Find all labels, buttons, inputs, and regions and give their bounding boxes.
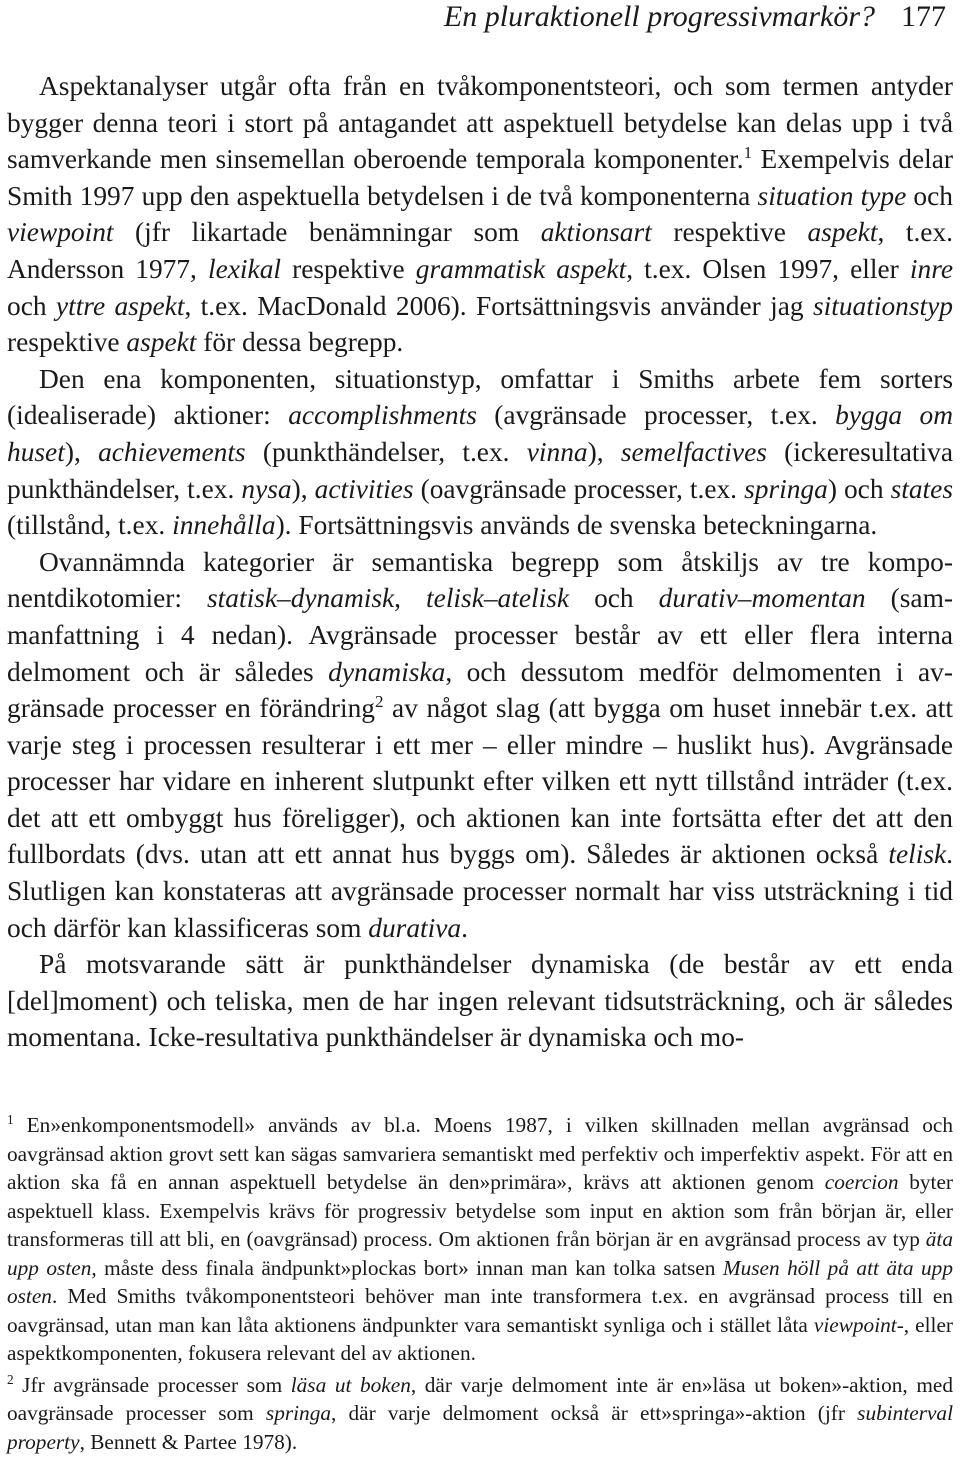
running-header: [0, 0, 946, 40]
text-run: . Med Smiths tvåkomponentsteori behöver man inte transformera t.ex. en avgränsad process till en oavgränsad, utan man kan låta aktionens ändpunkter vara semantiskt synliga och i stället låta: [7, 1284, 953, 1337]
text-run: , måste dess finala ändpunkt»plockas bort» innan man kan tolka satsen: [91, 1255, 723, 1280]
italic-term: dynamiska: [328, 656, 446, 687]
page-number: 177: [901, 0, 946, 33]
text-run: för dessa begrepp.: [196, 327, 404, 358]
italic-term: telisk: [888, 839, 947, 870]
text-run: Den ena komponenten, situationstyp, omfattar i Smiths arbete fem sorters (idealiserade) aktioner:: [7, 363, 953, 431]
text-run: respektive: [651, 217, 808, 248]
italic-term: aktionsart: [540, 217, 652, 248]
italic-term: states: [890, 473, 953, 504]
italic-term: achievements: [98, 436, 246, 467]
footnote: [7, 1371, 953, 1457]
italic-term: grammatisk aspekt: [415, 253, 627, 284]
italic-term: äta upp osten: [7, 1227, 953, 1280]
italic-term: Musen höll på att äta upp osten: [7, 1255, 953, 1308]
italic-term: coercion: [824, 1170, 899, 1194]
italic-term: yttre aspekt: [55, 290, 185, 321]
paragraph: [7, 361, 953, 544]
italic-term: accomplishments: [288, 400, 477, 431]
text-run: (jfr likartade benämningar som: [113, 217, 541, 248]
text-run: Ovannämnda kategorier är semantiska begrepp som åtskiljs av tre komponentdikotomier:: [7, 546, 953, 614]
text-run: ),: [64, 436, 99, 467]
text-run: , t.ex. Olsen 1997, eller: [626, 253, 910, 284]
italic-term: activities: [314, 473, 414, 504]
running-title: En pluraktionell progressivmarkör?: [443, 0, 875, 33]
italic-term: innehålla: [172, 510, 276, 541]
italic-term: inre: [909, 253, 953, 284]
text-run: .: [461, 912, 468, 943]
text-run: (ickeresultativa punkthändelser, t.ex.: [7, 436, 953, 504]
italic-term: durativ–momentan: [658, 583, 866, 614]
italic-term: bygga om huset: [7, 400, 953, 467]
text-run: En»enkomponentsmodell» används av bl.a. Moens 1987, i vilken skillnaden mellan avgränsad och oavgränsad aktion grovt sett kan sägas samvariera semantiskt med perfektiv och imperfektiv aspekt. För att en aktion ska få en annan aspektuell betydelse än den»primära», krävs att aktionen genom: [7, 1113, 953, 1194]
italic-term: durativa: [368, 912, 462, 943]
footnote: [7, 1111, 953, 1368]
text-run: av något slag (att bygga om huset innebär t.ex. att varje steg i processen resulterar i ett mer – eller mindre – huslikt hus). Avgränsade processer har vidare en inherent slutpunkt efter vilken ett nytt tillstånd inträder (t.ex. det att ett ombyggt hus föreligger), och aktionen kan inte fortsätta efter det att den fullbordats (dvs. utan att ett annat hus byggs om). Således är aktionen också: [7, 693, 953, 870]
text-run: ). Fortsättningsvis används de svenska beteckningarna.: [275, 510, 878, 541]
text-run: ),: [291, 473, 315, 504]
italic-term: situation type: [757, 180, 907, 211]
text-run: ) och: [827, 473, 891, 504]
italic-term: vinna: [526, 436, 588, 467]
italic-term: aspekt: [807, 217, 878, 248]
text-run: (oavgränsade processer, t.ex.: [413, 473, 745, 504]
note-reference: 1: [743, 143, 753, 163]
italic-term: viewpoint: [7, 217, 114, 248]
text-run: och: [569, 583, 659, 614]
text-run: , där varje delmoment också är ett»springa»-aktion (jfr: [331, 1401, 858, 1425]
text-run: Jfr avgränsade processer som: [13, 1372, 291, 1397]
text-run: Exempelvis delar Smith 1997 upp den aspektuella betydelsen i de två komponenterna: [7, 144, 953, 211]
italic-term: viewpoint: [813, 1312, 897, 1337]
italic-term: springa: [265, 1401, 331, 1425]
text-run: , där varje delmoment inte är en»läsa ut boken»-aktion, med oavgränsade processer som: [7, 1372, 953, 1425]
text-run: , t.ex. MacDonald 2006). Fortsättningsvis använder jag: [184, 290, 813, 321]
text-run: (tillstånd, t.ex.: [7, 510, 173, 541]
text-run: (sammanfattning i 4 nedan). Avgränsade processer består av ett eller flera interna delmoment och är således: [7, 583, 954, 687]
italic-term: springa: [744, 473, 828, 504]
italic-term: nysa: [241, 473, 292, 504]
text-run: och: [906, 180, 953, 211]
paragraph: [7, 544, 953, 947]
text-run: ,: [394, 583, 427, 614]
text-run: (punkthändelser, t.ex.: [245, 436, 527, 467]
text-run: , och dessutom medför delmomenten i avgränsade processer en förändring: [7, 656, 953, 724]
text-run: byter aspektuell klass. Exempelvis krävs för progressiv betydelse som input en aktion som från början är, eller transformeras till att bli, en (oavgränsad) process. Om aktionen från början är en avgränsad process av typ: [7, 1170, 953, 1251]
text-run: På motsvarande sätt är punkthändelser dynamiska (de består av ett enda [del]moment) och teliska, men de har ingen relevant tidsutsträckning, och är således momentana. Icke-resultativa punkthändelser är dynamiska och mo-: [7, 949, 953, 1053]
text-run: , Bennett & Partee 1978).: [79, 1429, 298, 1454]
text-run: och: [7, 290, 56, 321]
text-run: . Slutligen kan konstateras att avgränsade processer normalt har viss utsträckning i tid och därför kan klassificeras som: [7, 839, 953, 943]
text-run: respektive: [281, 253, 416, 284]
italic-term: läsa ut boken: [290, 1372, 411, 1397]
italic-term: semelfactives: [620, 436, 767, 467]
italic-term: statisk–dynamisk: [207, 583, 395, 614]
note-reference: 2: [7, 1371, 14, 1387]
italic-term: situationstyp: [812, 290, 953, 321]
paragraph: [7, 946, 953, 1056]
paragraph: [7, 68, 953, 361]
italic-term: lexikal: [208, 253, 281, 284]
main-text: [7, 68, 953, 1056]
text-run: , t.ex. Andersson 1977,: [7, 217, 953, 284]
italic-term: aspekt: [126, 327, 197, 358]
text-run: -, eller aspektkomponenten, fokusera relevant del av aktionen.: [7, 1312, 953, 1365]
note-reference: 2: [374, 691, 384, 711]
italic-term: telisk–atelisk: [426, 583, 570, 614]
text-run: ),: [587, 436, 621, 467]
text-run: Aspektanalyser utgår ofta från en tvåkomponentsteori, och som termen antyder bygger denna teori i stort på antagandet att aspektuell betydelse kan delas upp i två samverkande men sinsemellan oberoende temporala komponenter.: [7, 71, 953, 175]
note-reference: 1: [7, 1111, 14, 1127]
text-run: respektive: [7, 327, 127, 358]
footnotes: [7, 1111, 953, 1456]
italic-term: subinterval property: [7, 1401, 953, 1454]
text-run: (avgränsade processer, t.ex.: [476, 400, 836, 431]
